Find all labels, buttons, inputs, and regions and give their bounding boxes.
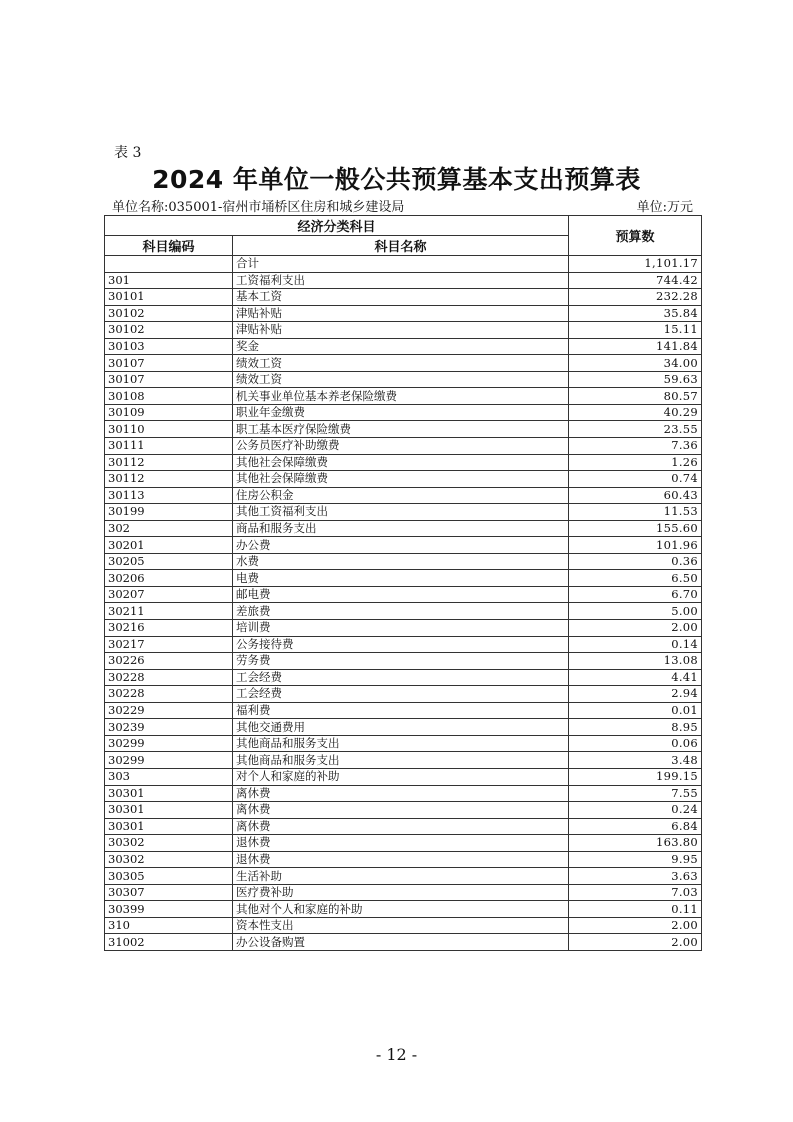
name-cell: 离休费 [233, 785, 569, 802]
table-row [105, 371, 702, 388]
amount-cell: 8.95 [569, 719, 702, 736]
amount-cell: 59.63 [569, 371, 702, 388]
table-row [105, 586, 702, 603]
name-cell: 职工基本医疗保险缴费 [233, 421, 569, 438]
amount-cell: 6.70 [569, 586, 702, 603]
code-cell: 303 [105, 768, 233, 785]
name-cell: 医疗费补助 [233, 884, 569, 901]
name-cell: 其他工资福利支出 [233, 504, 569, 521]
amount-cell: 141.84 [569, 338, 702, 355]
code-cell: 30109 [105, 404, 233, 421]
code-cell: 30399 [105, 901, 233, 918]
amount-cell: 35.84 [569, 305, 702, 322]
code-cell: 30112 [105, 454, 233, 471]
table-row [105, 653, 702, 670]
amount-cell: 7.55 [569, 785, 702, 802]
name-cell: 退休费 [233, 851, 569, 868]
table-row [105, 570, 702, 587]
name-cell: 办公费 [233, 537, 569, 554]
name-cell: 对个人和家庭的补助 [233, 768, 569, 785]
amount-cell: 1.26 [569, 454, 702, 471]
table-row [105, 289, 702, 306]
code-cell: 30102 [105, 322, 233, 339]
name-cell: 工会经费 [233, 669, 569, 686]
table-row [105, 388, 702, 405]
amount-cell: 4.41 [569, 669, 702, 686]
amount-cell: 0.36 [569, 553, 702, 570]
name-cell: 资本性支出 [233, 917, 569, 934]
code-cell: 30206 [105, 570, 233, 587]
name-cell: 公务接待费 [233, 636, 569, 653]
amount-cell: 1,101.17 [569, 256, 702, 273]
name-cell: 水费 [233, 553, 569, 570]
amount-cell: 0.74 [569, 471, 702, 488]
amount-cell: 6.50 [569, 570, 702, 587]
amount-cell: 15.11 [569, 322, 702, 339]
name-cell: 其他商品和服务支出 [233, 752, 569, 769]
name-cell: 津贴补贴 [233, 305, 569, 322]
name-cell: 其他社会保障缴费 [233, 471, 569, 488]
amount-cell: 744.42 [569, 272, 702, 289]
header-name: 科目名称 [233, 236, 569, 256]
code-cell: 30302 [105, 835, 233, 852]
table-row [105, 272, 702, 289]
name-cell: 津贴补贴 [233, 322, 569, 339]
code-cell: 30108 [105, 388, 233, 405]
name-cell: 劳务费 [233, 653, 569, 670]
amount-cell: 6.84 [569, 818, 702, 835]
name-cell: 工会经费 [233, 686, 569, 703]
amount-cell: 2.94 [569, 686, 702, 703]
amount-cell: 3.63 [569, 868, 702, 885]
name-cell: 合计 [233, 256, 569, 273]
amount-cell: 0.01 [569, 702, 702, 719]
amount-cell: 101.96 [569, 537, 702, 554]
code-cell: 31002 [105, 934, 233, 951]
code-cell: 30103 [105, 338, 233, 355]
amount-cell: 40.29 [569, 404, 702, 421]
amount-cell: 13.08 [569, 653, 702, 670]
unit-name: 单位名称:035001-宿州市埇桥区住房和城乡建设局 [112, 200, 405, 215]
table-row [105, 421, 702, 438]
table-row [105, 520, 702, 537]
table-row [105, 636, 702, 653]
table-row [105, 603, 702, 620]
amount-cell: 2.00 [569, 620, 702, 637]
code-cell: 30307 [105, 884, 233, 901]
group-header: 经济分类科目 [105, 216, 569, 236]
code-cell: 30302 [105, 851, 233, 868]
name-cell: 商品和服务支出 [233, 520, 569, 537]
name-cell: 生活补助 [233, 868, 569, 885]
name-cell: 基本工资 [233, 289, 569, 306]
table-label: 表 3 [114, 145, 142, 161]
amount-cell: 23.55 [569, 421, 702, 438]
code-cell: 30239 [105, 719, 233, 736]
code-cell: 301 [105, 272, 233, 289]
table-row [105, 537, 702, 554]
table-row [105, 322, 702, 339]
amount-cell: 80.57 [569, 388, 702, 405]
table-row [105, 438, 702, 455]
name-cell: 离休费 [233, 802, 569, 819]
amount-cell: 5.00 [569, 603, 702, 620]
amount-cell: 0.06 [569, 735, 702, 752]
amount-cell: 3.48 [569, 752, 702, 769]
table-row [105, 934, 702, 951]
name-cell: 邮电费 [233, 586, 569, 603]
code-cell: 30226 [105, 653, 233, 670]
code-cell: 30305 [105, 868, 233, 885]
page-title: 2024 年单位一般公共预算基本支出预算表 [152, 165, 641, 194]
table-row [105, 917, 702, 934]
page-number: - 12 - [375, 1045, 418, 1064]
header-amount: 预算数 [569, 216, 702, 256]
code-cell: 30301 [105, 802, 233, 819]
amount-cell: 11.53 [569, 504, 702, 521]
code-cell: 30201 [105, 537, 233, 554]
unit-label: 单位:万元 [636, 200, 693, 215]
table-row [105, 305, 702, 322]
name-cell: 离休费 [233, 818, 569, 835]
amount-cell: 60.43 [569, 487, 702, 504]
code-cell: 30113 [105, 487, 233, 504]
name-cell: 其他交通费用 [233, 719, 569, 736]
name-cell: 工资福利支出 [233, 272, 569, 289]
name-cell: 退休费 [233, 835, 569, 852]
name-cell: 差旅费 [233, 603, 569, 620]
amount-cell: 199.15 [569, 768, 702, 785]
table-row [105, 752, 702, 769]
code-cell: 30111 [105, 438, 233, 455]
table-row [105, 669, 702, 686]
code-cell: 30216 [105, 620, 233, 637]
table-row [105, 355, 702, 372]
code-cell: 30101 [105, 289, 233, 306]
name-cell: 电费 [233, 570, 569, 587]
code-cell [105, 256, 233, 273]
table-row [105, 785, 702, 802]
code-cell: 30299 [105, 752, 233, 769]
code-cell: 30217 [105, 636, 233, 653]
table-row [105, 686, 702, 703]
table-row [105, 768, 702, 785]
table-row [105, 338, 702, 355]
table-row [105, 884, 702, 901]
table-row [105, 454, 702, 471]
table-row [105, 553, 702, 570]
name-cell: 绩效工资 [233, 371, 569, 388]
amount-cell: 2.00 [569, 917, 702, 934]
table-row [105, 835, 702, 852]
name-cell: 绩效工资 [233, 355, 569, 372]
code-cell: 30112 [105, 471, 233, 488]
table-row [105, 802, 702, 819]
table-row [105, 735, 702, 752]
code-cell: 30299 [105, 735, 233, 752]
table-row [105, 256, 702, 273]
name-cell: 公务员医疗补助缴费 [233, 438, 569, 455]
amount-cell: 163.80 [569, 835, 702, 852]
table-row [105, 620, 702, 637]
table-row [105, 719, 702, 736]
table-row [105, 504, 702, 521]
name-cell: 福利费 [233, 702, 569, 719]
header-code: 科目编码 [105, 236, 233, 256]
code-cell: 30301 [105, 818, 233, 835]
code-cell: 30205 [105, 553, 233, 570]
name-cell: 奖金 [233, 338, 569, 355]
name-cell: 其他商品和服务支出 [233, 735, 569, 752]
code-cell: 30228 [105, 669, 233, 686]
amount-cell: 34.00 [569, 355, 702, 372]
amount-cell: 0.11 [569, 901, 702, 918]
name-cell: 其他对个人和家庭的补助 [233, 901, 569, 918]
table-row [105, 901, 702, 918]
name-cell: 住房公积金 [233, 487, 569, 504]
code-cell: 302 [105, 520, 233, 537]
code-cell: 30199 [105, 504, 233, 521]
code-cell: 30229 [105, 702, 233, 719]
table-row [105, 702, 702, 719]
amount-cell: 7.36 [569, 438, 702, 455]
code-cell: 30107 [105, 371, 233, 388]
table-row [105, 404, 702, 421]
table-row [105, 471, 702, 488]
code-cell: 30102 [105, 305, 233, 322]
name-cell: 职业年金缴费 [233, 404, 569, 421]
amount-cell: 2.00 [569, 934, 702, 951]
name-cell: 机关事业单位基本养老保险缴费 [233, 388, 569, 405]
code-cell: 30301 [105, 785, 233, 802]
name-cell: 其他社会保障缴费 [233, 454, 569, 471]
budget-table [104, 215, 702, 951]
table-body [105, 256, 702, 951]
table-row [105, 818, 702, 835]
code-cell: 30228 [105, 686, 233, 703]
amount-cell: 7.03 [569, 884, 702, 901]
code-cell: 30110 [105, 421, 233, 438]
table-row [105, 487, 702, 504]
name-cell: 培训费 [233, 620, 569, 637]
amount-cell: 232.28 [569, 289, 702, 306]
table-row [105, 851, 702, 868]
table-row [105, 868, 702, 885]
code-cell: 30211 [105, 603, 233, 620]
amount-cell: 0.14 [569, 636, 702, 653]
amount-cell: 155.60 [569, 520, 702, 537]
name-cell: 办公设备购置 [233, 934, 569, 951]
amount-cell: 9.95 [569, 851, 702, 868]
code-cell: 310 [105, 917, 233, 934]
code-cell: 30107 [105, 355, 233, 372]
amount-cell: 0.24 [569, 802, 702, 819]
code-cell: 30207 [105, 586, 233, 603]
